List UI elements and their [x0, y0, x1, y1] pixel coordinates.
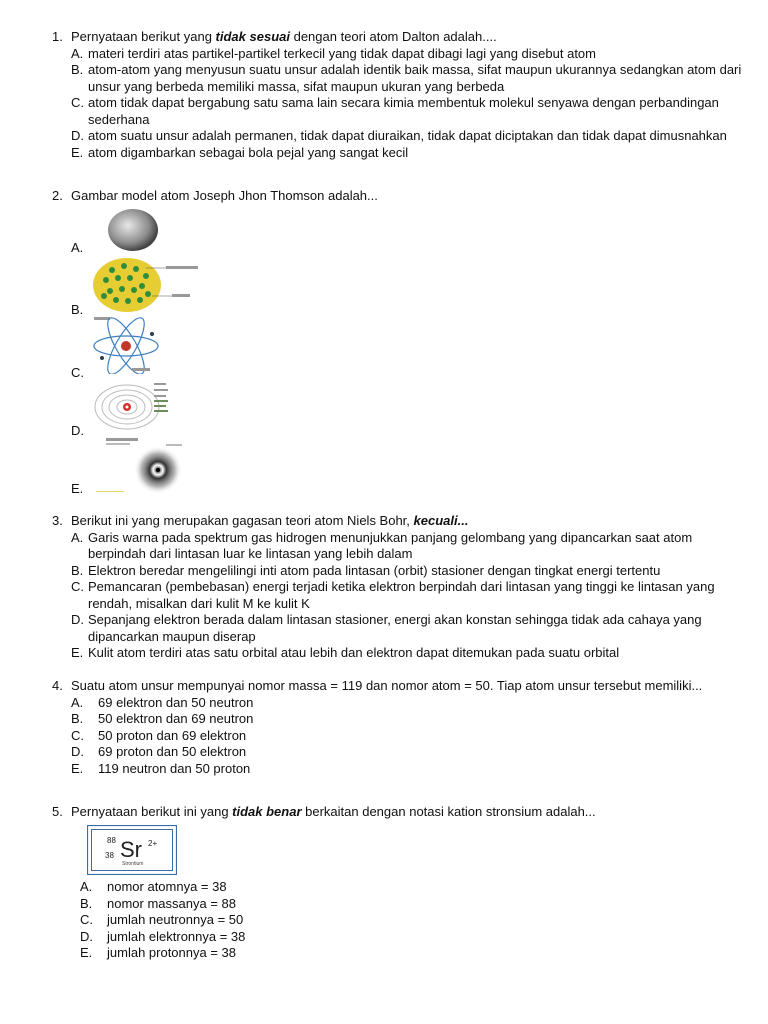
option-c: C. atom tidak dapat bergabung satu sama lain secara kimia membentuk molekul senyawa dengan perbandingan sederhana [71, 95, 719, 127]
option-a: A. materi terdiri atas partikel-partikel terkecil yang tidak dapat dibagi lagi yang disebut atom [71, 45, 596, 61]
option-b: B. nomor massanya = 88 [80, 895, 236, 911]
option-b: B. 50 elektron dan 69 neutron [71, 711, 254, 726]
option-c: C. 50 proton dan 69 elektron [71, 727, 247, 743]
question-stem: Gambar model atom Joseph Jhon Thomson adalah... [71, 188, 378, 203]
solid-sphere-model-image [107, 208, 159, 252]
option-e: E. 119 neutron dan 50 proton [71, 760, 251, 776]
question-stem: Pernyataan berikut ini yang tidak benar berkaitan dengan notasi kation stronsium adalah... [71, 804, 596, 819]
question-stem: Pernyataan berikut yang tidak sesuai dengan teori atom Dalton adalah.... [71, 29, 497, 44]
strontium-notation-box [87, 825, 177, 875]
option-d: D. Sepanjang elektron berada dalam lintasan stasioner, energi akan konstan sehingga tidak ada cahaya yang dipancarkan maupun diserap [71, 612, 702, 644]
option-b: B. atom-atom yang menyusun suatu unsur adalah identik baik massa, sifat maupun ukurannya sedangkan atom dari unsur yang berbeda memiliki massa, sifat maupun ukuran yang berbeda [71, 62, 742, 94]
element-symbol: Sr [120, 837, 142, 862]
question-5 [52, 804, 742, 821]
question-number: 4. [52, 678, 63, 693]
question-number: 2. [52, 188, 63, 203]
bohr-shell-model-image [92, 380, 192, 440]
ion-charge: 2+ [148, 839, 158, 848]
plum-pudding-model-image [92, 256, 202, 312]
option-a-letter: A. [71, 240, 84, 255]
option-c-letter: C. [71, 365, 84, 380]
option-e: E. atom digambarkan sebagai bola pejal yang sangat kecil [71, 144, 409, 160]
option-d: D. atom suatu unsur adalah permanen, tidak dapat diuraikan, tidak dapat diciptakan dan tidak dapat dimusnahkan [71, 128, 727, 143]
atomic-number: 38 [105, 851, 114, 860]
question-4 [52, 678, 742, 777]
option-c: C. Pemancaran (pembebasan) energi terjadi ketika elektron berpindah dari lintasan yang tinggi ke lintasan yang rendah, misalkan dari kulit M ke kulit K [71, 579, 715, 611]
question-5-options [52, 879, 742, 962]
option-a: A. nomor atomnya = 38 [80, 879, 227, 894]
option-b: B. Elektron beredar mengelilingi inti atom pada lintasan (orbit) stasioner dengan tingkat energi tertentu [71, 562, 661, 578]
element-name: Strontium [122, 861, 144, 867]
mass-number: 88 [107, 836, 116, 845]
option-a: A. 69 elektron dan 50 neutron [71, 694, 254, 710]
option-b-letter: B. [71, 302, 84, 317]
rutherford-orbit-model-image [92, 316, 162, 374]
question-number: 5. [52, 804, 63, 819]
option-a: A. Garis warna pada spektrum gas hidrogen menunjukkan panjang gelombang yang dipancarkan saat atom berpindah dari lintasan luar ke lintasan yang lebih dalam [71, 529, 693, 561]
question-stem: Berikut ini yang merupakan gagasan teori atom Niels Bohr, kecuali... [71, 513, 469, 528]
option-e-letter: E. [71, 481, 84, 496]
electron-cloud-model-image [96, 438, 196, 494]
option-d: D. 69 proton dan 50 elektron [71, 744, 247, 759]
question-stem: Suatu atom unsur mempunyai nomor massa = 119 dan nomor atom = 50. Tiap atom unsur tersebut memiliki... [71, 678, 703, 693]
option-d: D. jumlah elektronnya = 38 [80, 928, 246, 944]
question-1 [52, 29, 742, 161]
question-3 [52, 513, 742, 662]
question-number: 3. [52, 513, 63, 528]
option-e: E. Kulit atom terdiri atas satu orbital atau lebih dan elektron dapat ditemukan pada suatu orbital [71, 645, 620, 660]
option-c: C. jumlah neutronnya = 50 [80, 912, 244, 927]
question-number: 1. [52, 29, 63, 44]
question-2 [52, 188, 742, 205]
option-e: E. jumlah protonnya = 38 [80, 945, 237, 960]
option-d-letter: D. [71, 423, 84, 438]
